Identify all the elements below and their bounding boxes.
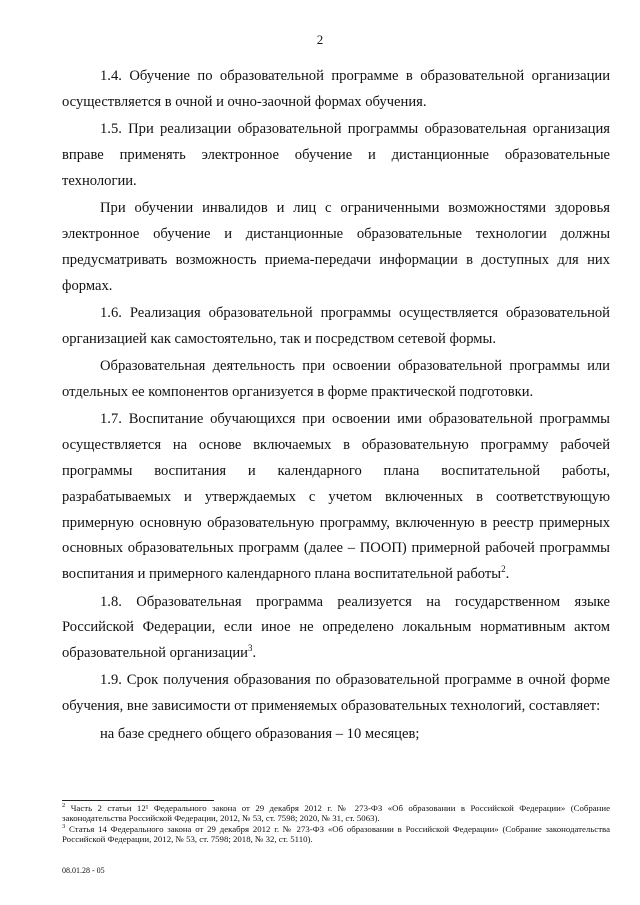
- paragraph-1-4: 1.4. Обучение по образовательной программе в образовательной организации осуществляется в очной и очно-заочной формах обучения.: [62, 68, 610, 110]
- paragraph-1-7: 1.7. Воспитание обучающихся при освоении ими образовательной программы осуществляется на основе включаемых в образовательную программу рабочей программы воспитания и календарного плана воспитательной работы, разрабатываемых и утверждаемых с учетом включенных в соответствующую примерную основную образовательную программу, включенную в реестр примерных основных образовательных программ (далее – ПООП) примерной рабочей программы воспитания и примерного календарного плана воспитательной работы$^2$.: [62, 411, 610, 583]
- document-code: 08.01.28 - 05: [62, 866, 105, 875]
- footnote-ref-3: 3: [247, 643, 253, 654]
- document-body: [62, 64, 610, 749]
- paragraph-1-6: 1.6. Реализация образовательной программы осуществляется образовательной организацией как самостоятельно, так и посредством сетевой формы.: [62, 304, 610, 347]
- footnote-3: $^3$ Статья 14 Федерального закона от 29 декабря 2012 г. № 273-ФЗ «Об образовании в Российской Федерации» (Собрание законодательства Российской Федерации, 2012, № 53, ст. 7598; 2018, № 32, ст. 5110).: [62, 822, 610, 845]
- paragraph-disabled-persons: При обучении инвалидов и лиц с ограниченными возможностями здоровья электронное обучение и дистанционные образовательные технологии должны предусматривать возможность приема-передачи информации в доступных для них формах.: [62, 200, 610, 294]
- footnote-ref-2: 2: [501, 564, 506, 575]
- paragraph-practical-training: Образовательная деятельность при освоении образовательной программы или отдельных ее компонентов организуется в форме практической подготовки.: [62, 358, 610, 400]
- footnote-2: $^2$ Часть 2 статьи 12¹ Федерального закона от 29 декабря 2012 г. № 273-ФЗ «Об образовании в Российской Федерации» (Собрание законодательства Российской Федерации, 2012, № 53, ст. 7598; 2020, № 31, ст. 5063).: [62, 802, 610, 824]
- paragraph-duration: на базе среднего общего образования – 10 месяцев;: [100, 725, 420, 742]
- paragraph-1-9: 1.9. Срок получения образования по образовательной программе в очной форме обучения, вне зависимости от применяемых образовательных технологий, составляет:: [62, 672, 610, 715]
- paragraph-1-8: 1.8. Образовательная программа реализуется на государственном языке Российской Федерации, если иное не определено локальным нормативным актом образовательной организации$^3$.: [62, 593, 610, 662]
- footnote-separator: [62, 800, 214, 801]
- page-number: 2: [316, 32, 324, 47]
- paragraph-1-5: 1.5. При реализации образовательной программы образовательная организация вправе применять электронное обучение и дистанционные образовательные технологии.: [62, 121, 610, 189]
- footnotes: [62, 803, 610, 845]
